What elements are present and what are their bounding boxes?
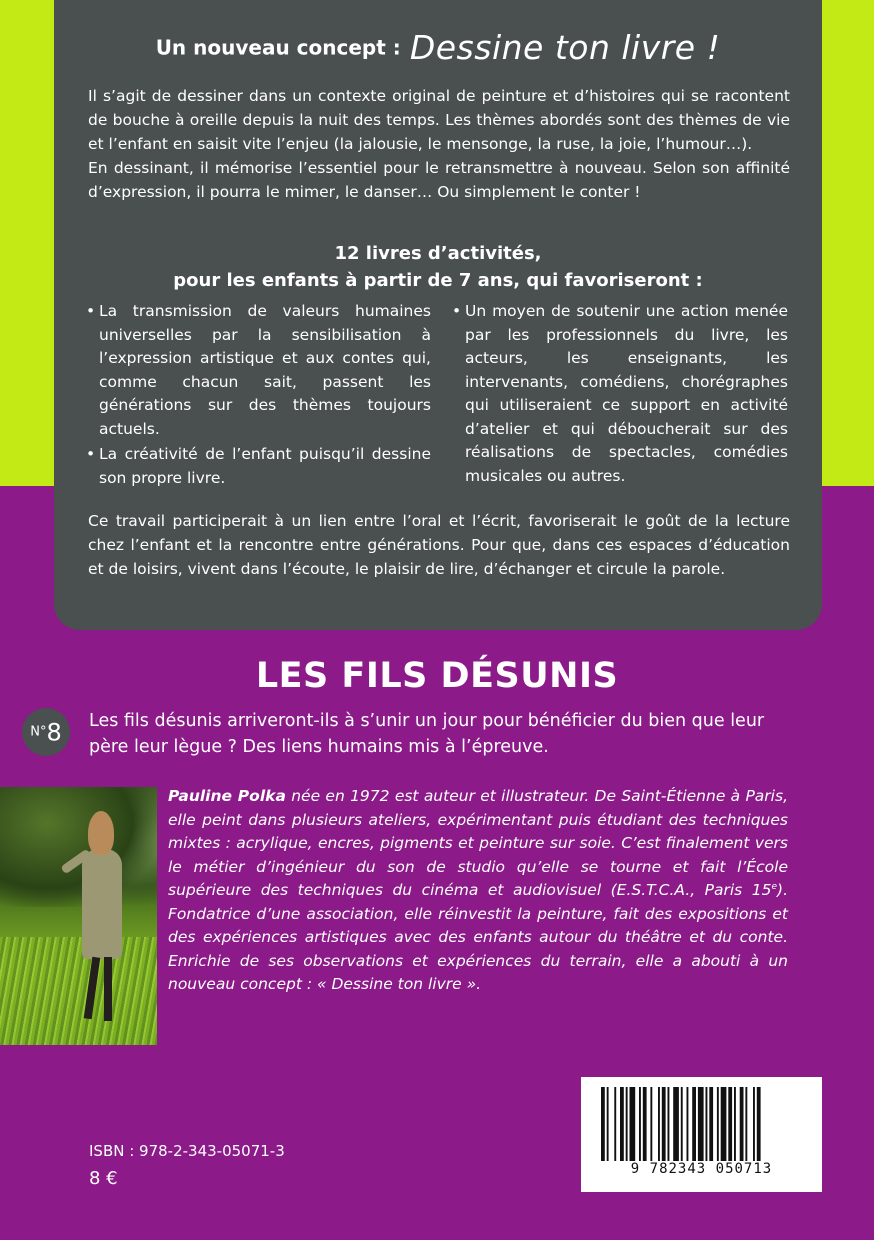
barcode-bar [607, 1087, 609, 1161]
barcode-bar [687, 1087, 689, 1161]
barcode-bar [639, 1087, 641, 1161]
benefit-text: La créativité de l’enfant puisqu’il dessine son propre livre. [99, 445, 431, 487]
barcode-bar [698, 1087, 704, 1161]
photo-trees [0, 787, 157, 907]
barcode-bar [630, 1087, 636, 1161]
price: 8 € [89, 1168, 118, 1189]
barcode-bar [614, 1087, 616, 1161]
barcode-bar [728, 1087, 732, 1161]
activities-heading [54, 240, 822, 294]
author-name: Pauline Polka [168, 787, 286, 805]
concept-headline [54, 28, 822, 67]
barcode-bar [745, 1087, 747, 1161]
number-prefix: N° [30, 724, 47, 740]
benefit-item [86, 300, 431, 441]
barcode-bar [620, 1087, 624, 1161]
barcode-bars [601, 1087, 802, 1161]
barcode-bar [692, 1087, 696, 1161]
author-bio-text: née en 1972 est auteur et illustrateur. De Saint-Étienne à Paris, elle peint dans plusieurs ateliers, expérimentant puis étudiant des techniques mixtes : acrylique, encres, pigments et peinture sur soie. C’est finalement vers le métier d’ingénieur du son de studio qu’elle se tourne et fait l’École supérieure des techniques du cinéma et audiovisuel (E.S.T.C.A., Paris 15 [168, 787, 788, 899]
book-title: LES FILS DÉSUNIS [255, 656, 619, 696]
barcode-bar [626, 1087, 628, 1161]
bullet-icon: • [86, 302, 96, 320]
benefits-left-list [86, 300, 431, 492]
photo-figure-coat [82, 849, 122, 959]
book-summary: Les fils désunis arriveront-ils à s’unir un jour pour bénéficier du bien que leur père leur lègue ? Des liens humains mis à l’épreuve. [89, 711, 765, 757]
barcode-bar [706, 1087, 708, 1161]
photo-figure-leg [104, 957, 112, 1021]
author-bio-text-2: ). Fondatrice d’une association, elle réinvestit la peinture, fait des expositions et des expériences artistiques avec des enfants autour du théâtre et du conte. Enrichie de ses observations et expériences du terrain, elle a abouti à un nouveau concept : « Dessine ton livre ». [168, 881, 788, 993]
barcode-bar [734, 1087, 736, 1161]
outro-text: Ce travail participerait à un lien entre l’oral et l’écrit, favoriserait le goût de la lecture chez l’enfant et la rencontre entre générations. Pour que, dans ces espaces d’éducation et de loisirs, vivent dans l’écoute, le plaisir de lire, d’échanger et circule la parole. [88, 512, 790, 578]
bullet-icon: • [86, 445, 96, 463]
barcode-bar [721, 1087, 727, 1161]
author-photo [0, 787, 157, 1045]
intro-text [88, 84, 790, 204]
photo-grass [0, 937, 157, 1045]
barcode-bar [601, 1087, 605, 1161]
benefit-item [86, 443, 431, 490]
bullet-icon: • [452, 302, 462, 320]
volume-number: 8 [46, 718, 62, 747]
barcode-bar [740, 1087, 744, 1161]
benefit-item [452, 300, 788, 488]
photo-figure-head [88, 811, 114, 855]
barcode-bar [662, 1087, 666, 1161]
benefit-text: La transmission de valeurs humaines universelles par la sensibilisation à l’expression artistique et aux contes qui, comme chacun sait, passent les générations sur des thèmes toujours actuels. [99, 302, 431, 438]
headline-lead: Un nouveau concept : [155, 35, 401, 60]
author-bio [168, 785, 788, 997]
benefits-right-list [452, 300, 788, 490]
barcode-bar [709, 1087, 713, 1161]
benefit-text: Un moyen de soutenir une action menée par les professionnels du livre, les acteurs, les enseignants, les intervenants, comédiens, chorégraphes qui utiliseraient ce support en activité d’atelier et qui déboucherait sur des réalisations de spectacles, comédies musicales ou autres. [465, 302, 788, 485]
barcode-bar [717, 1087, 719, 1161]
barcode-bar [753, 1087, 755, 1161]
barcode-bar [681, 1087, 683, 1161]
volume-number-badge [22, 708, 70, 756]
barcode-bar [757, 1087, 761, 1161]
intro-paragraph-2: En dessinant, il mémorise l’essentiel pour le retransmettre à nouveau. Selon son affinité d’expression, il pourra le mimer, le danser… Ou simplement le conter ! [88, 159, 790, 201]
barcode [581, 1077, 822, 1192]
isbn: ISBN : 978-2-343-05071-3 [89, 1142, 285, 1160]
barcode-bar [643, 1087, 647, 1161]
barcode-bar [658, 1087, 660, 1161]
barcode-digits: 9 782343 050713 [630, 1161, 773, 1177]
activities-line-2: pour les enfants à partir de 7 ans, qui favoriseront : [173, 270, 703, 291]
barcode-bar [650, 1087, 652, 1161]
author-bio-superscript: e [771, 881, 778, 892]
barcode-bar [668, 1087, 670, 1161]
activities-line-1: 12 livres d’activités, [334, 243, 542, 264]
concept-panel [54, 0, 822, 630]
intro-paragraph-1: Il s’agit de dessiner dans un contexte original de peinture et d’histoires qui se racontent de bouche à oreille depuis la nuit des temps. Les thèmes abordés sont des thèmes de vie et l’enfant en saisit vite l’enjeu (la jalousie, le mensonge, la ruse, la joie, l’humour…). [88, 87, 790, 153]
barcode-bar [673, 1087, 679, 1161]
headline-concept: Dessine ton livre ! [409, 28, 721, 67]
